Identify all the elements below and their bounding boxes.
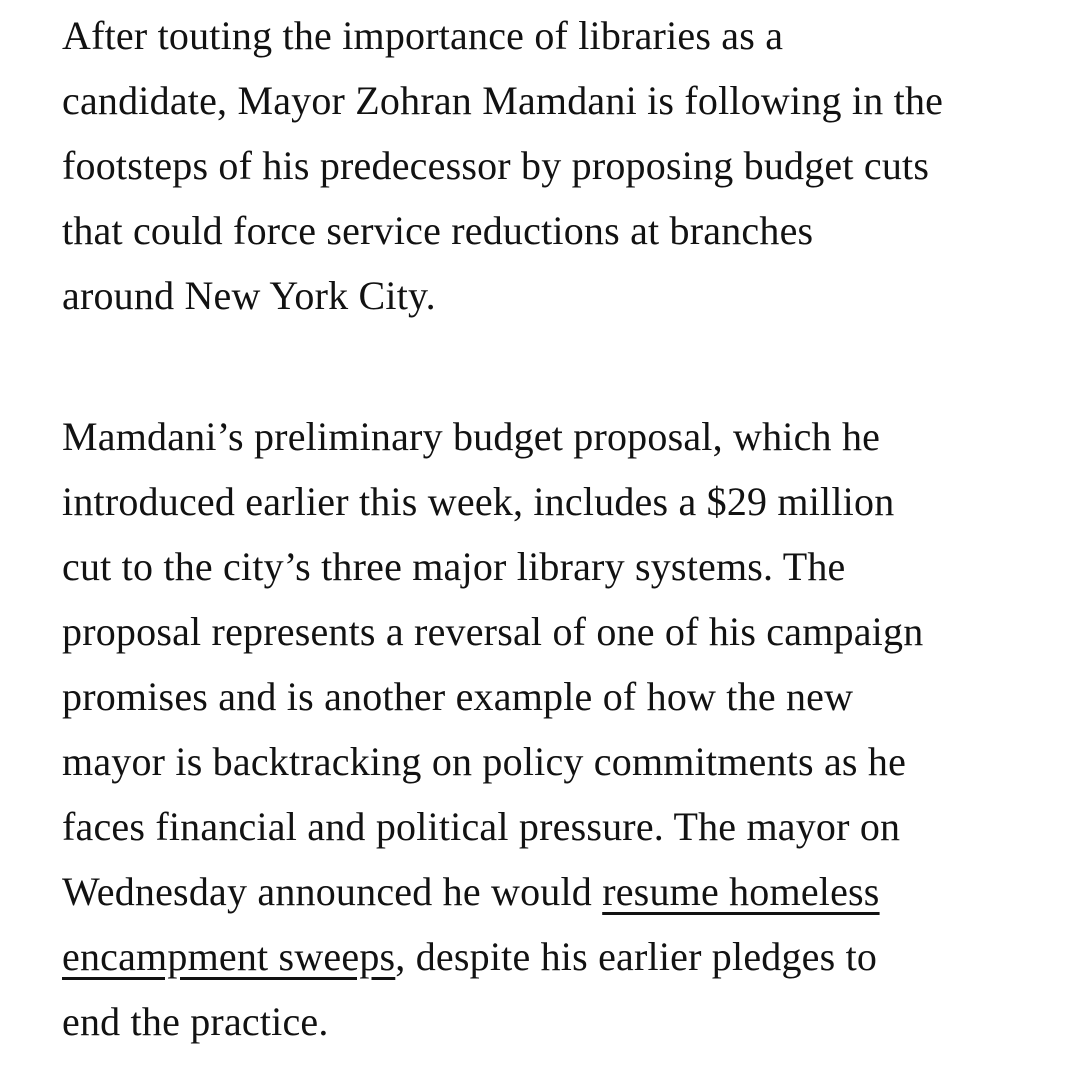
text-line: end the practice.	[62, 999, 329, 1044]
text-segment: , despite his earlier pledges to	[395, 934, 878, 979]
article-paragraph-2	[62, 404, 1042, 1054]
text-line: footsteps of his predecessor by proposing budget cuts	[62, 143, 930, 188]
text-line: around New York City.	[62, 273, 436, 318]
text-line: cut to the city’s three major library systems. The	[62, 544, 846, 589]
text-line: mayor is backtracking on policy commitments as he	[62, 739, 907, 784]
article-paragraph-1	[62, 3, 1042, 328]
text-line: Mamdani’s preliminary budget proposal, which he	[62, 414, 881, 459]
text-line: introduced earlier this week, includes a $29 million	[62, 479, 895, 524]
text-line	[62, 924, 1042, 989]
text-line: proposal represents a reversal of one of his campaign	[62, 609, 924, 654]
text-line	[62, 859, 1042, 924]
resume-homeless-encampment-sweeps-link[interactable]: encampment sweeps	[62, 934, 396, 979]
text-line: faces financial and political pressure. The mayor on	[62, 804, 901, 849]
text-segment: Wednesday announced he would	[62, 869, 603, 914]
text-line: promises and is another example of how the new	[62, 674, 854, 719]
resume-homeless-encampment-sweeps-link[interactable]: resume homeless	[602, 869, 880, 914]
text-line: candidate, Mayor Zohran Mamdani is following in the	[62, 78, 944, 123]
text-line: that could force service reductions at branches	[62, 208, 814, 253]
text-line: After touting the importance of libraries as a	[62, 13, 784, 58]
